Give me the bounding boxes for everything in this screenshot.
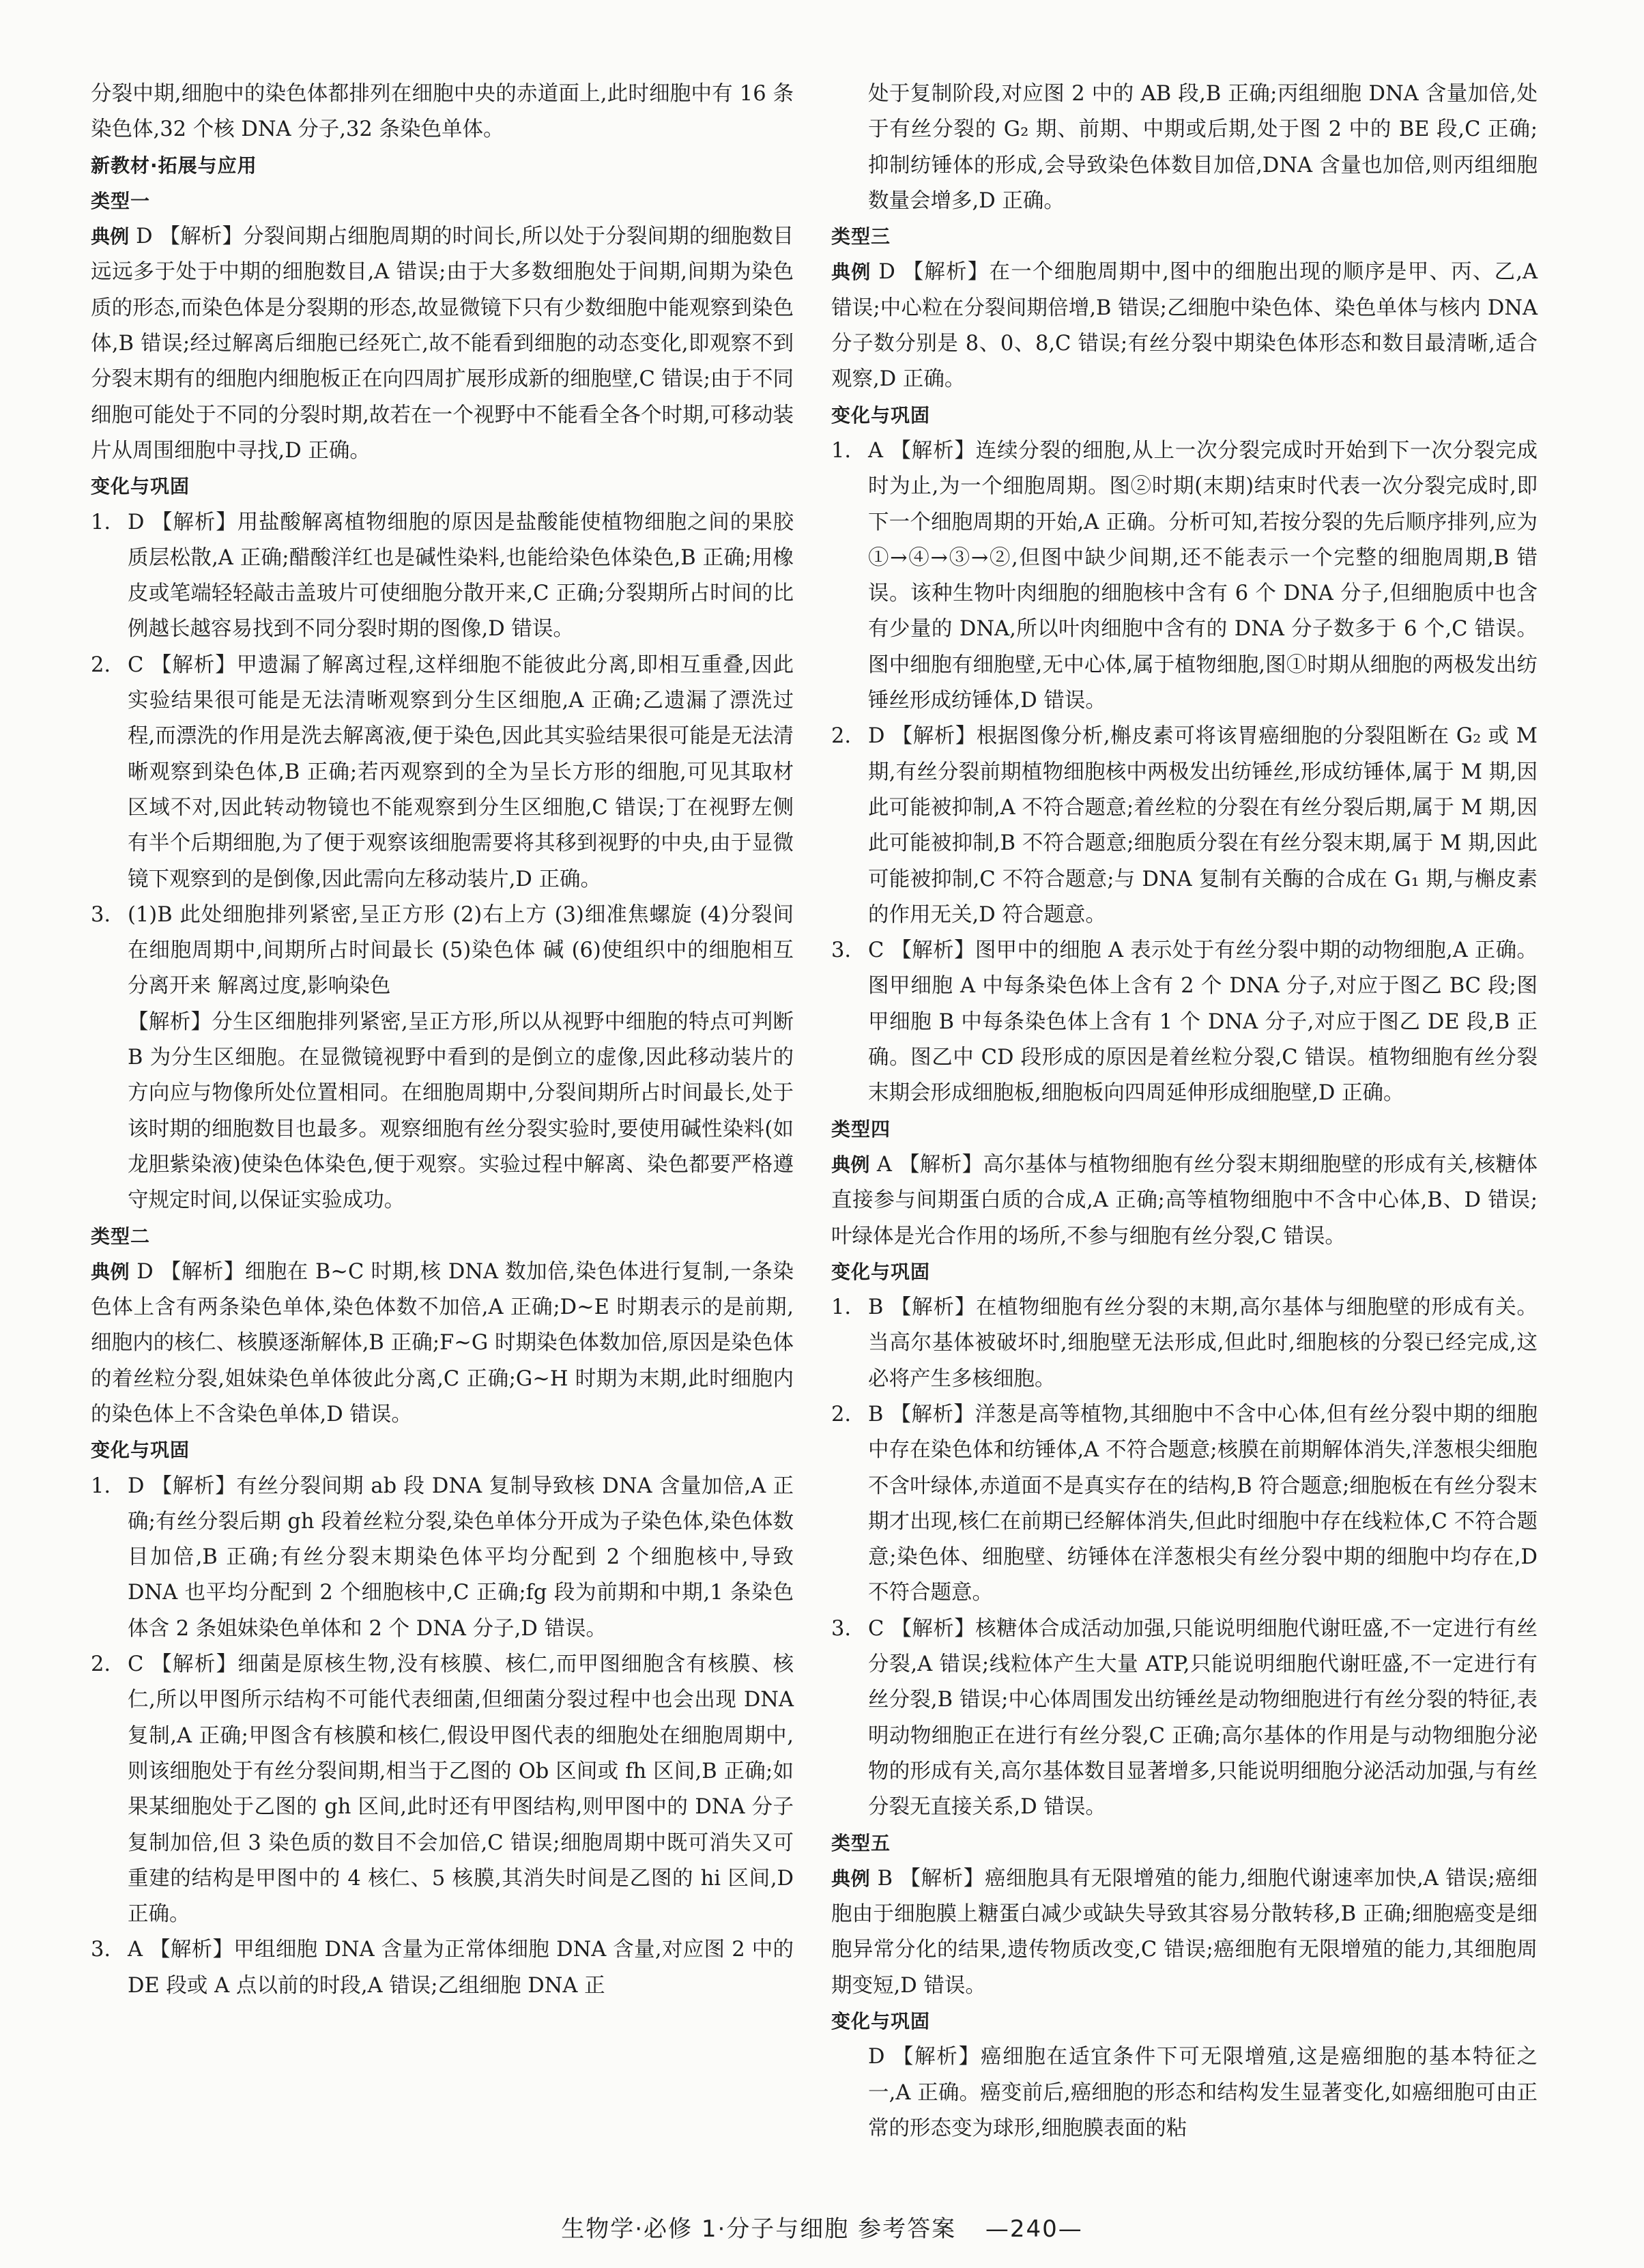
item-number: 2. [831, 1402, 852, 1426]
answer-item [91, 1647, 794, 1932]
item-text: C 【解析】核糖体合成活动加强,只能说明细胞代谢旺盛,不一定进行有丝分裂,A 错误;线粒体产生大量 ATP,只能说明细胞代谢旺盛,不一定进行有丝分裂,B 错误;中心体周围发出纺锤丝是动物细胞进行有丝分裂的特征,表明动物细胞正在进行有丝分裂,C 正确;高尔基体的作用是与动物细胞分泌物的形成有关,高尔基体数目显著增多,只能说明细胞分泌活动加强,与有丝分裂无直接关系,D 错误。 [868, 1616, 1538, 1820]
paragraph-text: D 【解析】在一个细胞周期中,图中的细胞出现的顺序是甲、丙、乙,A 错误;中心粒在分裂间期倍增,B 错误;乙细胞中染色体、染色单体与核内 DNA 分子数分别是 8、0、8,C 错误;有丝分裂中期染色体形态和数目最清晰,适合观察,D 正确。 [831, 260, 1538, 392]
section-heading: 变化与巩固 [831, 1260, 931, 1283]
page-footer [0, 2210, 1644, 2243]
example-label: 典例 [91, 225, 130, 248]
page-number: —240— [985, 2215, 1083, 2243]
item-text: (1)B 此处细胞排列紧密,呈正方形 (2)右上方 (3)细准焦螺旋 (4)分裂间 在细胞周期中,间期所占时间最长 (5)染色体 碱 (6)使组织中的细胞相互分离开来 解离过度,影响染色 [128, 902, 794, 999]
section-heading: 类型二 [91, 1224, 151, 1248]
section-heading: 变化与巩固 [831, 2010, 931, 2033]
item-text: D 【解析】根据图像分析,槲皮素可将该胃癌细胞的分裂阻断在 G₂ 或 M 期,有丝分裂前期植物细胞核中两极发出纺锤丝,形成纺锤体,属于 M 期,因此可能被抑制,A 不符合题意;着丝粒的分裂在有丝分裂后期,属于 M 期,因此可能被抑制,B 不符合题意;细胞质分裂在有丝分裂末期,属于 M 期,因此可能被抑制,C 不符合题意;与 DNA 复制有关酶的合成在 G₁ 期,与槲皮素的作用无关,D 符合题意。 [868, 724, 1538, 927]
paragraph-text: B 【解析】癌细胞具有无限增殖的能力,细胞代谢速率加快,A 错误;癌细胞由于细胞膜上糖蛋白减少或缺失导致其容易分散转移,B 正确;细胞癌变是细胞异常分化的结果,遗传物质改变,C 错误;癌细胞有无限增殖的能力,其细胞周期变短,D 错误。 [831, 1866, 1538, 1998]
item-text: A 【解析】连续分裂的细胞,从上一次分裂完成时开始到下一次分裂完成时为止,为一个细胞周期。图②时期(末期)结束时代表一次分裂完成时,即下一个细胞周期的开始,A 正确。分析可知,若按分裂的先后顺序排列,应为①→④→③→②,但图中缺少间期,还不能表示一个完整的细胞周期,B 错误。该种生物叶肉细胞的细胞核中含有 6 个 DNA 分子,但细胞质中也含有少量的 DNA,所以叶肉细胞中含有的 DNA 分子数多于 6 个,C 错误。图中细胞有细胞壁,无中心体,属于植物细胞,图①时期从细胞的两极发出纺锤丝形成纺锤体,D 错误。 [868, 438, 1538, 713]
item-number: 3. [91, 902, 111, 927]
item-number: 3. [831, 938, 852, 963]
item-number: 2. [831, 724, 852, 749]
answer-item [91, 648, 794, 898]
answer-paragraph [831, 1147, 1538, 1254]
paragraph-text: D 【解析】癌细胞在适宜条件下可无限增殖,这是癌细胞的基本特征之一,A 正确。癌变前后,癌细胞的形态和结构发生显著变化,如癌细胞可由正常的形态变为球形,细胞膜表面的粘 [868, 2045, 1538, 2140]
section-heading: 类型五 [831, 1831, 891, 1854]
paragraph-text: D 【解析】细胞在 B~C 时期,核 DNA 数加倍,染色体进行复制,一条染色体上含有两条染色单体,染色体数不加倍,A 正确;D~E 时期表示的是前期,细胞内的核仁、核膜逐渐解体,B 正确;F~G 时期染色体数加倍,原因是染色体的着丝粒分裂,姐妹染色单体彼此分离,C 正确;G~H 时期为末期,此时细胞内的染色体上不含染色单体,D 错误。 [91, 1259, 794, 1426]
item-number: 3. [831, 1616, 852, 1641]
item-text: C 【解析】甲遗漏了解离过程,这样细胞不能彼此分离,即相互重叠,因此实验结果很可能是无法清晰观察到分生区细胞,A 正确;乙遗漏了漂洗过程,而漂洗的作用是洗去解离液,便于染色,因此其实验结果很可能是无法清晰观察到染色体,B 正确;若丙观察到的全为呈长方形的细胞,可见其取材区域不对,因此转动物镜也不能观察到分生区细胞,C 错误;丁在视野左侧有半个后期细胞,为了便于观察该细胞需要将其移到视野的中央,由于显微镜下观察到的是倒像,因此需向左移动装片,D 正确。 [128, 652, 794, 891]
example-label: 典例 [91, 1260, 130, 1283]
item-number: 2. [91, 652, 111, 677]
item-number: 1. [91, 510, 111, 534]
section-heading: 新教材·拓展与应用 [91, 154, 257, 177]
item-number: 3. [91, 1938, 111, 1962]
right-column [831, 76, 1538, 2147]
paragraph-text: A 【解析】高尔基体与植物细胞有丝分裂末期细胞壁的形成有关,核糖体直接参与间期蛋白质的合成,A 正确;高等植物细胞中不含中心体,B、D 错误;叶绿体是光合作用的场所,不参与细胞有丝分裂,C 错误。 [831, 1152, 1538, 1248]
section-heading: 变化与巩固 [91, 475, 190, 498]
item-text: C 【解析】图甲中的细胞 A 表示处于有丝分裂中期的动物细胞,A 正确。图甲细胞 A 中每条染色体上含有 2 个 DNA 分子,对应于图乙 BC 段;图甲细胞 B 中每条染色体上含有 1 个 DNA 分子,对应于图乙 DE 段,B 正确。图乙中 CD 段形成的原因是着丝粒分裂,C 错误。植物细胞有丝分裂末期会形成细胞板,细胞板向四周延伸形成细胞壁,D 正确。 [868, 938, 1538, 1106]
answer-item [831, 1397, 1538, 1611]
answer-item [831, 1290, 1538, 1397]
paragraph-text: D 【解析】分裂间期占细胞周期的时间长,所以处于分裂间期的细胞数目远远多于处于中期的细胞数目,A 错误;由于大多数细胞处于间期,间期为染色质的形态,而染色体是分裂期的形态,故显微镜下只有少数细胞中能观察到染色体,B 错误;经过解离后细胞已经死亡,故不能看到细胞的动态变化,即观察不到分裂末期有的细胞内细胞板正在向四周扩展形成新的细胞壁,C 错误;由于不同细胞可能处于不同的分裂时期,故若在一个视野中不能看全各个时期,可移动装片从周围细胞中寻找,D 正确。 [91, 225, 794, 463]
answer-item [831, 719, 1538, 933]
item-text: B 【解析】洋葱是高等植物,其细胞中不含中心体,但有丝分裂中期的细胞中存在染色体和纺锤体,A 不符合题意;核膜在前期解体消失,洋葱根尖细胞不含叶绿体,赤道面不是真实存在的结构,B 符合题意;细胞板在有丝分裂末期才出现,核仁在前期已经解体消失,但此时细胞中存在线粒体,C 不符合题意;染色体、细胞壁、纺锤体在洋葱根尖有丝分裂中期的细胞中均存在,D 不符合题意。 [868, 1402, 1538, 1605]
item-number: 1. [831, 1295, 852, 1320]
answer-item [831, 433, 1538, 719]
answer-paragraph [831, 2039, 1538, 2147]
answer-paragraph [831, 1861, 1538, 2004]
answer-paragraph [91, 76, 794, 148]
section-heading: 类型一 [91, 189, 151, 212]
answer-paragraph [831, 255, 1538, 397]
answer-paragraph [91, 219, 794, 469]
left-column [91, 76, 794, 2004]
section-heading: 变化与巩固 [831, 403, 931, 427]
example-label: 典例 [831, 1867, 871, 1890]
paragraph-text: 处于复制阶段,对应图 2 中的 AB 段,B 正确;丙组细胞 DNA 含量加倍,处于有丝分裂的 G₂ 期、前期、中期或后期,处于图 2 中的 BE 段,C 正确;抑制纺锤体的形成,会导致染色体数目加倍,DNA 含量也加倍,则丙组细胞数量会增多,D 正确。 [868, 82, 1538, 213]
paragraph-text: 分裂中期,细胞中的染色体都排列在细胞中央的赤道面上,此时细胞中有 16 条染色体,32 个核 DNA 分子,32 条染色单体。 [91, 82, 794, 142]
item-text: B 【解析】在植物细胞有丝分裂的末期,高尔基体与细胞壁的形成有关。当高尔基体被破坏时,细胞壁无法形成,但此时,细胞核的分裂已经完成,这必将产生多核细胞。 [868, 1295, 1538, 1391]
section-heading: 类型四 [831, 1117, 891, 1140]
item-number: 2. [91, 1652, 111, 1677]
item-text: A 【解析】甲组细胞 DNA 含量为正常体细胞 DNA 含量,对应图 2 中的 DE 段或 A 点以前的时段,A 错误;乙组细胞 DNA 正 [128, 1938, 794, 1998]
answer-item [91, 1469, 794, 1647]
answer-item [831, 1611, 1538, 1826]
example-label: 典例 [831, 1153, 870, 1176]
answer-paragraph [91, 1254, 794, 1433]
answer-item [91, 505, 794, 648]
section-heading: 变化与巩固 [91, 1439, 190, 1462]
item-number: 1. [831, 438, 852, 463]
example-label: 典例 [831, 261, 871, 284]
answer-paragraph [831, 76, 1538, 219]
answer-paragraph [91, 1005, 794, 1219]
answer-item [91, 1932, 794, 2004]
item-text: D 【解析】有丝分裂间期 ab 段 DNA 复制导致核 DNA 含量加倍,A 正确;有丝分裂后期 gh 段着丝粒分裂,染色单体分开成为子染色体,染色体数目加倍,B 正确;有丝分裂末期染色体平均分配到 2 个细胞核中,导致 DNA 也平均分配到 2 个细胞核中,C 正确;fg 段为前期和中期,1 条染色体含 2 条姐妹染色单体和 2 个 DNA 分子,D 错误。 [128, 1474, 794, 1641]
section-heading: 类型三 [831, 225, 891, 248]
item-number: 1. [91, 1474, 111, 1498]
answer-item [91, 898, 794, 1005]
item-text: C 【解析】细菌是原核生物,没有核膜、核仁,而甲图细胞含有核膜、核仁,所以甲图所示结构不可能代表细菌,但细菌分裂过程中也会出现 DNA 复制,A 正确;甲图含有核膜和核仁,假设甲图代表的细胞处在细胞周期中,则该细胞处于有丝分裂间期,相当于乙图的 Ob 区间或 fh 区间,B 正确;如果某细胞处于乙图的 gh 区间,此时还有甲图结构,则甲图中的 DNA 分子复制加倍,但 3 染色质的数目不会加倍,C 错误;细胞周期中既可消失又可重建的结构是甲图中的 4 核仁、5 核膜,其消失时间是乙图的 hi 区间,D 正确。 [128, 1652, 794, 1927]
paragraph-text: 【解析】分生区细胞排列紧密,呈正方形,所以从视野中细胞的特点可判断 B 为分生区细胞。在显微镜视野中看到的是倒立的虚像,因此移动装片的方向应与物像所处位置相同。在细胞周期中,分裂间期所占时间最长,处于该时期的细胞数目也最多。观察细胞有丝分裂实验时,要使用碱性染料(如龙胆紫染液)使染色体染色,便于观察。实验过程中解离、染色都要严格遵守规定时间,以保证实验成功。 [128, 1009, 794, 1213]
answer-item [831, 933, 1538, 1111]
item-text: D 【解析】用盐酸解离植物细胞的原因是盐酸能使植物细胞之间的果胶质层松散,A 正确;醋酸洋红也是碱性染料,也能给染色体染色,B 正确;用橡皮或笔端轻轻敲击盖玻片可使细胞分散开来,C 正确;分裂期所占时间的比例越长越容易找到不同分裂时期的图像,D 错误。 [128, 510, 794, 642]
footer-title: 生物学·必修 1·分子与细胞 参考答案 [561, 2215, 957, 2243]
